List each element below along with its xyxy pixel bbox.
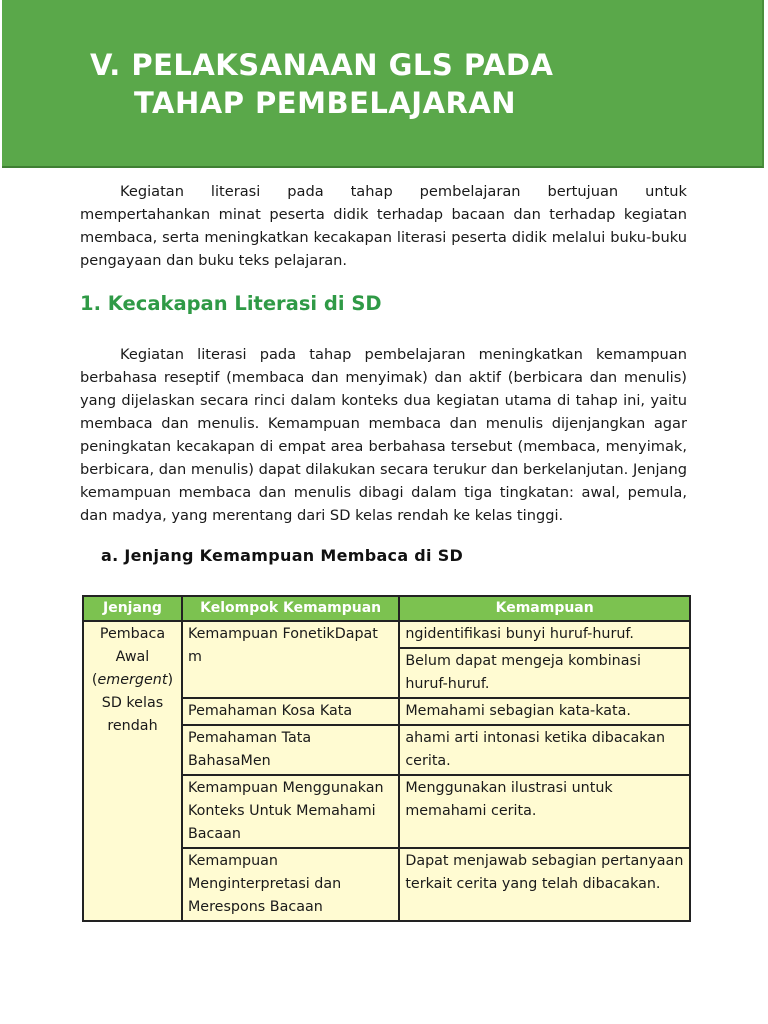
section-heading: 1. Kecakapan Literasi di SD xyxy=(80,292,382,315)
ability-cell: ahami arti intonasi ketika dibacakan cerita. xyxy=(399,725,690,775)
intro-text: Kegiatan literasi pada tahap pembelajaran bertujuan untuk mempertahankan minat peserta didik terhadap bacaan dan terhadap kegiatan membaca, serta meningkatkan kecakapan literasi peserta didik melalui buku-buku pengayaan dan buku teks pelajaran. xyxy=(80,183,687,269)
intro-paragraph xyxy=(80,180,687,272)
group-cell: Kemampuan FonetikDapat m xyxy=(182,621,399,698)
ability-cell: Belum dapat mengeja kombinasi huruf-huruf. xyxy=(399,648,690,698)
jenjang-cell: Pembaca Awal (emergent) SD kelas rendah xyxy=(83,621,182,921)
header-kelompok: Kelompok Kemampuan xyxy=(182,596,399,621)
ability-cell: Menggunakan ilustrasi untuk memahami cerita. xyxy=(399,775,690,848)
title-banner xyxy=(2,0,764,168)
subsection-heading: a. Jenjang Kemampuan Membaca di SD xyxy=(101,546,464,565)
header-kemampuan: Kemampuan xyxy=(399,596,690,621)
ability-cell: Memahami sebagian kata-kata. xyxy=(399,698,690,725)
section-paragraph xyxy=(80,343,687,527)
chapter-title xyxy=(90,46,553,122)
group-cell: Pemahaman Kosa Kata xyxy=(182,698,399,725)
ability-cell: ngidentifikasi bunyi huruf-huruf. xyxy=(399,621,690,648)
header-jenjang: Jenjang xyxy=(83,596,182,621)
group-cell: Pemahaman Tata BahasaMen xyxy=(182,725,399,775)
chapter-title-line-2: TAHAP PEMBELAJARAN xyxy=(134,86,517,120)
table-header-row xyxy=(83,596,690,621)
group-cell: Kemampuan Menginterpretasi dan Merespons Bacaan xyxy=(182,848,399,921)
section-text: Kegiatan literasi pada tahap pembelajaran meningkatkan kemampuan berbahasa reseptif (membaca dan menyimak) dan aktif (berbicara dan menulis) yang dijelaskan secara rinci dalam konteks dua kegiatan utama di tahap ini, yaitu membaca dan menulis. Kemampuan membaca dan menulis dijenjangkan agar peningkatan kecakapan di empat area berbahasa tersebut (membaca, menyimak, berbicara, dan menulis) dapat dilakukan secara terukur dan berkelanjutan. Jenjang kemampuan membaca dan menulis dibagi dalam tiga tingkatan: awal, pemula, dan madya, yang merentang dari SD kelas rendah ke kelas tinggi. xyxy=(80,346,687,524)
chapter-title-line-1: V. PELAKSANAAN GLS PADA xyxy=(90,48,554,82)
group-cell: Kemampuan Menggunakan Konteks Untuk Memahami Bacaan xyxy=(182,775,399,848)
table-row xyxy=(83,621,690,648)
reading-level-table xyxy=(82,595,691,922)
ability-cell: Dapat menjawab sebagian pertanyaan terkait cerita yang telah dibacakan. xyxy=(399,848,690,921)
